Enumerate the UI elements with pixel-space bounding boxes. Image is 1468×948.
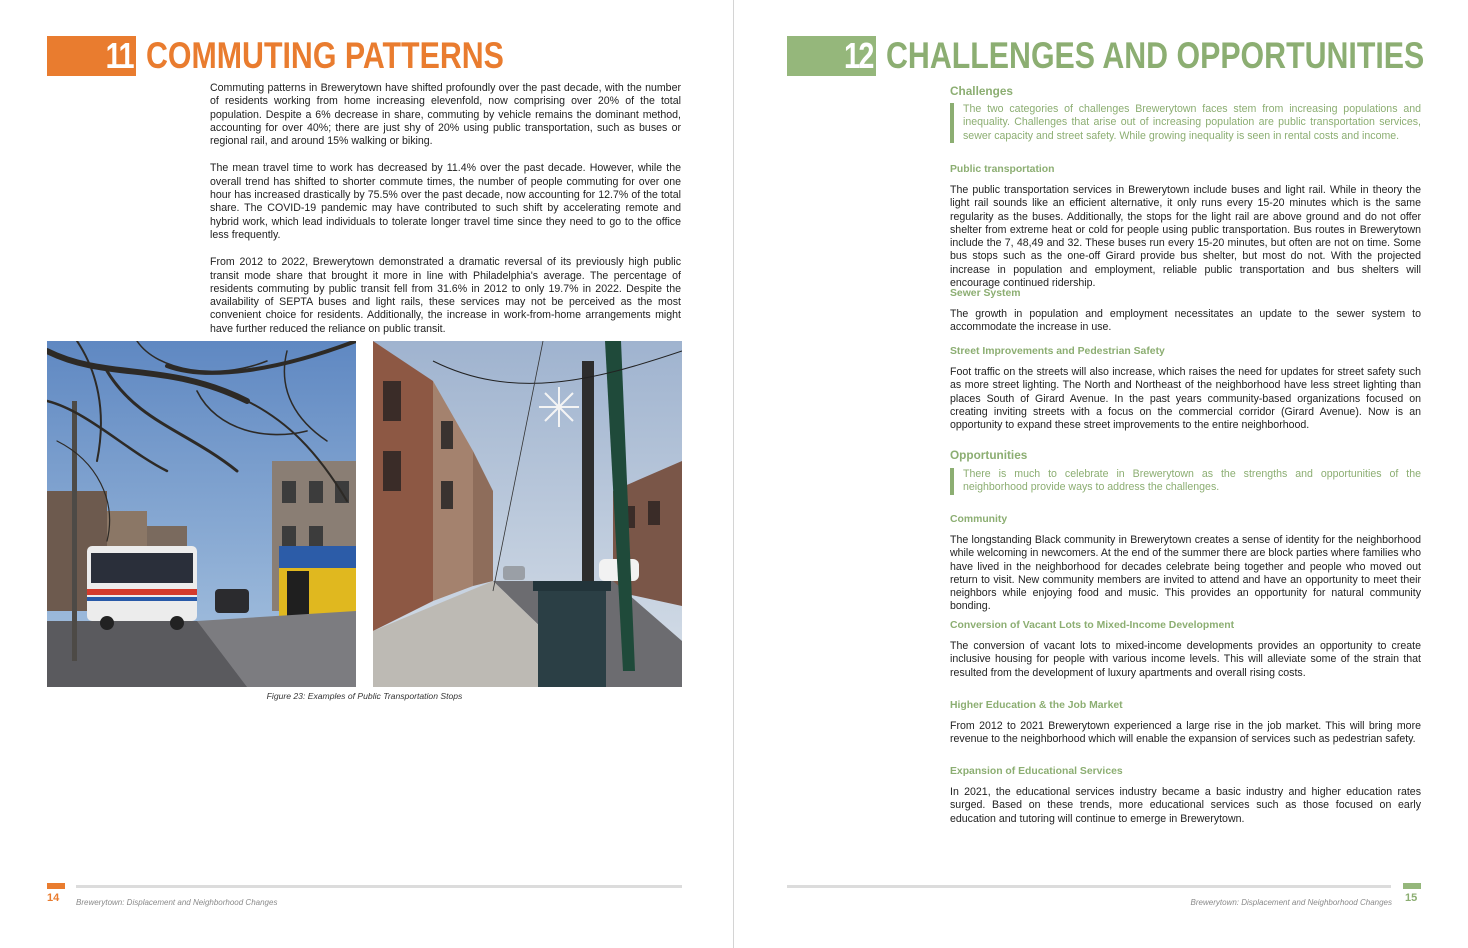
opportunities-quote: There is much to celebrate in Brewerytown as the strengths and opportunities of the neighborhood provide ways to address the challenges. (950, 468, 1421, 495)
bus-stop-photo (47, 341, 356, 687)
page-spine (733, 0, 734, 948)
footer-accent-tab (47, 883, 65, 889)
section-number: 12 (843, 35, 873, 76)
section-title: COMMUTING PATTERNS (146, 35, 504, 76)
left-page (0, 0, 733, 948)
street-text: Foot traffic on the streets will also increase, which raises the need for updates for street safety such as more street lighting. The North and Northeast of the neighborhood have less street lighting than places South of Girard Avenue. In the past years community-based organizations focused on creating inviting streets with a focus on the commercial corridor (Girard Avenue). Now is an opportunity to expand these street improvements to the entire neighborhood. (950, 366, 1421, 432)
public-transport-heading: Public transportation (950, 164, 1055, 175)
footer-rule (76, 885, 682, 888)
vacant-lots-text: The conversion of vacant lots to mixed-income developments provides an opportunity to create inclusive housing for people with various income levels. This will alleviate some of the strain that resulted from the development of luxury apartments and overall rising costs. (950, 640, 1421, 679)
sewer-heading: Sewer System (950, 288, 1021, 299)
higher-ed-text: From 2012 to 2021 Brewerytown experienced a large rise in the job market. This will bring more revenue to the neighborhood which will enable the expansion of services such as pedestrian safety. (950, 720, 1421, 746)
public-transport-text: The public transportation services in Brewerytown include buses and light rail. While in theory the light rail sounds like an efficient alternative, it only runs every 15-20 minutes which is the same regularity as the buses. Additionally, the stops for the light rail are above ground and do not offer shelter from extreme heat or cold for people using public transportation. Bus routes in Brewerytown include the 7, 48,49 and 32. These buses run every 15-20 minutes, but often are not on time. Some bus stops such as the one-off Girard provide bus shelter, but most do not. With the projected increase in population and employment, reliable public transportation and bus shelters will encourage continued ridership. (950, 184, 1421, 290)
opportunities-heading: Opportunities (950, 448, 1028, 462)
street-sidewalk-photo (373, 341, 682, 687)
sewer-text: The growth in population and employment necessitates an update to the sewer system to accommodate the increase in use. (950, 308, 1421, 334)
vacant-lots-heading: Conversion of Vacant Lots to Mixed-Income Development (950, 620, 1235, 631)
community-text: The longstanding Black community in Brewerytown creates a sense of identity for the neighborhood while welcoming in newcomers. At the end of the summer there are block parties where families who have lived in the neighborhood for decades celebrate being together and people who moved out return to visit. New community members are invited to attend and have an opportunity to meet their neighbors while enjoying food and music. This provides an opportunity for natural community bonding. (950, 534, 1421, 613)
footer-rule (787, 885, 1391, 888)
section-number: 11 (105, 35, 133, 76)
edu-services-text: In 2021, the educational services industry became a basic industry and higher education rates surged. Based on these trends, more educational services such as those focused on early education and tutoring will continue to emerge in Brewerytown. (950, 786, 1421, 825)
paragraph: The mean travel time to work has decreased by 11.4% over the past decade. However, while the overall trend has shifted to shorter commute times, the number of people commuting for over one hour has increased drastically by 75.5% over the past decade, now accounting for 12.7% of the total share. The COVID-19 pandemic may have contributed to such shift by accelerating remote and hybrid work, which lead individuals to tolerate longer travel time since they need to go to the office less frequently. (210, 162, 681, 241)
figure-caption: Figure 23: Examples of Public Transportation Stops (266, 691, 463, 701)
section-number-block (787, 36, 876, 76)
commuting-body-text (210, 82, 681, 350)
footer-text: Brewerytown: Displacement and Neighborhood Changes (1190, 898, 1392, 907)
higher-ed-heading: Higher Education & the Job Market (950, 700, 1123, 711)
page-number: 15 (1405, 892, 1418, 904)
paragraph: Commuting patterns in Brewerytown have shifted profoundly over the past decade, with the number of residents working from home increasing elevenfold, now comprising over 20% of the total population. Despite a 6% decrease in share, commuting by vehicle remains the dominant method, accounting for over 40%; there are just shy of 20% using public transportation, such as buses or regional rail, and around 15% walking or biking. (210, 82, 681, 148)
section-header-11 (47, 36, 582, 76)
edu-services-heading: Expansion of Educational Services (950, 766, 1123, 777)
right-page (735, 0, 1468, 948)
footer-accent-tab (1403, 883, 1421, 889)
section-title: CHALLENGES AND OPPORTUNITIES (886, 35, 1425, 76)
footer-text: Brewerytown: Displacement and Neighborhood Changes (76, 898, 278, 907)
challenges-quote: The two categories of challenges Brewerytown faces stem from increasing populations and inequality. Challenges that arise out of increasing population are public transportation services, sewer capacity and street safety. While growing inequality is seen in rental costs and income. (950, 103, 1421, 143)
community-heading: Community (950, 514, 1008, 525)
street-heading: Street Improvements and Pedestrian Safety (950, 346, 1165, 357)
section-header-12 (787, 36, 1468, 76)
page-number: 14 (47, 892, 60, 904)
section-number-block (47, 36, 136, 76)
challenges-heading: Challenges (950, 84, 1013, 98)
paragraph: From 2012 to 2022, Brewerytown demonstrated a dramatic reversal of its previously high public transit mode share that brought it more in line with Philadelphia's average. The percentage of residents commuting by public transit fell from 31.6% in 2012 to only 19.7% in 2022. Despite the availability of SEPTA buses and light rails, these services may not be perceived as the most convenient choice for residents. Additionally, the increase in work-from-home arrangements might have further reduced the reliance on public transit. (210, 256, 681, 335)
